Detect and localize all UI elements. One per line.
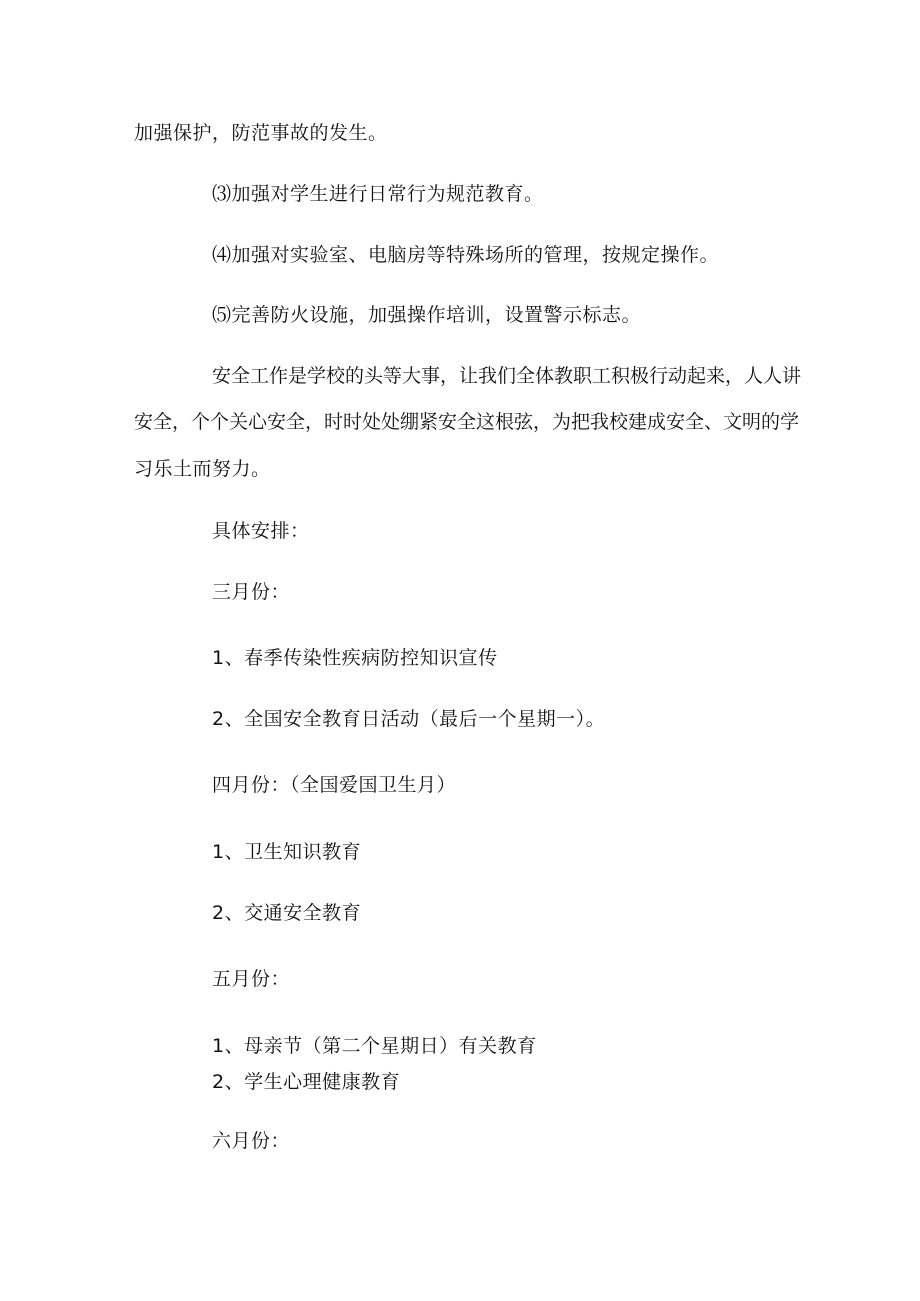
paragraph-item-4: ⑷加强对实验室、电脑房等特殊场所的管理，按规定操作。 <box>212 244 720 266</box>
schedule-heading: 具体安排： <box>212 520 310 542</box>
list-item: 2、全国安全教育日活动（最后一个星期一）。 <box>212 708 606 730</box>
paragraph-safety-line-1: 安全工作是学校的头等大事，让我们全体教职工积极行动起来，人人讲 <box>212 365 802 387</box>
paragraph-protection: 加强保护，防范事故的发生。 <box>134 122 388 144</box>
list-item: 2、学生心理健康教育 <box>212 1071 401 1093</box>
paragraph-safety-line-3: 习乐土而努力。 <box>134 458 271 480</box>
month-title-april: 四月份：（全国爱国卫生月） <box>212 774 457 796</box>
paragraph-item-5: ⑸完善防火设施，加强操作培训，设置警示标志。 <box>212 304 642 326</box>
list-item: 2、交通安全教育 <box>212 902 362 924</box>
month-title-march: 三月份： <box>212 581 291 603</box>
month-title-june: 六月份： <box>212 1130 291 1152</box>
paragraph-item-3: ⑶加强对学生进行日常行为规范教育。 <box>212 183 544 205</box>
month-title-may: 五月份： <box>212 968 291 990</box>
list-item: 1、母亲节（第二个星期日）有关教育 <box>212 1035 537 1057</box>
list-item: 1、卫生知识教育 <box>212 841 362 863</box>
list-item: 1、春季传染性疾病防控知识宣传 <box>212 647 498 669</box>
paragraph-safety-line-2: 安全，个个关心安全，时时处处绷紧安全这根弦，为把我校建成安全、文明的学 <box>134 411 800 433</box>
